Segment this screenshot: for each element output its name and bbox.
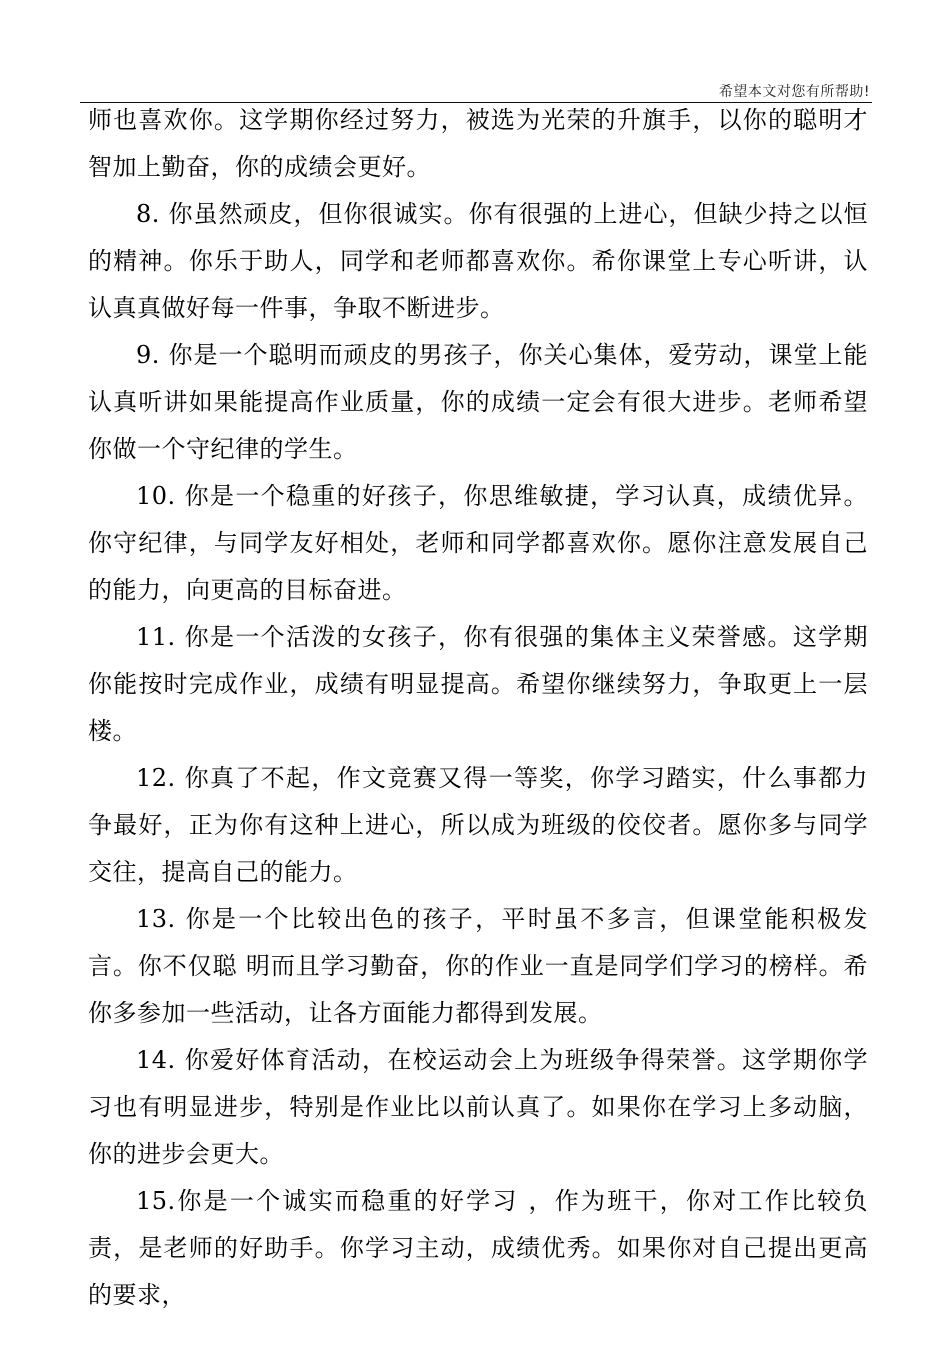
paragraph: 10. 你是一个稳重的好孩子，你思维敏捷，学习认真，成绩优异。你守纪律，与同学友好相处，老师和同学都喜欢你。愿你注意发展自己的能力，向更高的目标奋进。 [88,482,868,604]
paragraph: 12. 你真了不起，作文竞赛又得一等奖，你学习踏实，什么事都力争最好，正为你有这种上进心，所以成为班级的佼佼者。愿你多与同学交往，提高自己的能力。 [88,764,868,886]
paragraph: 14. 你爱好体育活动，在校运动会上为班级争得荣誉。这学期你学习也有明显进步，特别是作业比以前认真了。如果你在学习上多动脑，你的进步会更大。 [88,1046,868,1168]
paragraph: 8. 你虽然顽皮，但你很诚实。你有很强的上进心，但缺少持之以恒的精神。你乐于助人，同学和老师都喜欢你。希你课堂上专心听讲，认认真真做好每一件事，争取不断进步。 [88,200,868,322]
header-note: 希望本文对您有所帮助! [718,84,870,100]
paragraph: 13. 你是一个比较出色的孩子，平时虽不多言，但课堂能积极发言。你不仅聪 明而且学习勤奋，你的作业一直是同学们学习的榜样。希你多参加一些活动，让各方面能力都得到发展。 [88,905,868,1027]
document-body [88,97,868,1319]
paragraph: 9. 你是一个聪明而顽皮的男孩子，你关心集体，爱劳动，课堂上能认真听讲如果能提高作业质量，你的成绩一定会有很大进步。老师希望你做一个守纪律的学生。 [88,341,868,463]
paragraph: 师也喜欢你。这学期你经过努力，被选为光荣的升旗手，以你的聪明才智加上勤奋，你的成绩会更好。 [88,106,868,181]
paragraph: 15.你是一个诚实而稳重的好学习 ，作为班干，你对工作比较负责，是老师的好助手。你学习主动，成绩优秀。如果你对自己提出更高的要求， [88,1187,868,1309]
paragraph: 11. 你是一个活泼的女孩子，你有很强的集体主义荣誉感。这学期你能按时完成作业，成绩有明显提高。希望你继续努力，争取更上一层楼。 [88,623,868,745]
